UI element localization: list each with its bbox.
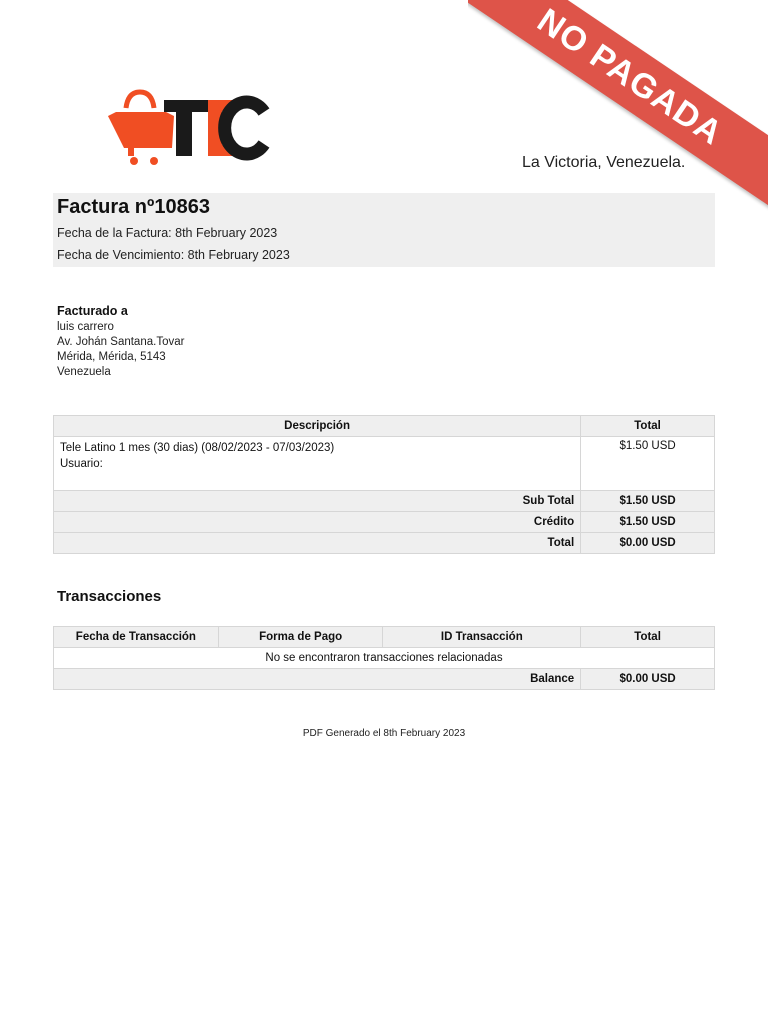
transactions-table xyxy=(53,626,715,690)
transactions-title: Transacciones xyxy=(57,588,162,605)
billed-to-block xyxy=(57,304,184,380)
item-user-line: Usuario: xyxy=(60,458,103,470)
company-location: La Victoria, Venezuela. xyxy=(522,154,686,171)
billed-to-address-2: Mérida, Mérida, 5143 xyxy=(57,351,166,363)
invoice-due-date: Fecha de Vencimiento: 8th February 2023 xyxy=(57,248,290,262)
invoice-header xyxy=(53,193,715,267)
unpaid-stamp-wrap xyxy=(468,0,768,220)
transactions-header-row xyxy=(54,627,715,648)
billed-to-address-1: Av. Johán Santana.Tovar xyxy=(57,336,185,348)
invoice-date: Fecha de la Factura: 8th February 2023 xyxy=(57,226,278,240)
no-transactions-message: No se encontraron transacciones relacionadas xyxy=(54,648,715,669)
table-row xyxy=(54,648,715,669)
subtotal-label: Sub Total xyxy=(54,491,581,512)
column-header-total: Total xyxy=(581,416,715,437)
total-row xyxy=(54,533,715,554)
balance-value: $0.00 USD xyxy=(581,669,715,690)
items-table xyxy=(53,415,715,554)
billed-to-heading: Facturado a xyxy=(57,304,128,318)
billed-to-name: luis carrero xyxy=(57,321,114,333)
balance-label: Balance xyxy=(54,669,581,690)
balance-row xyxy=(54,669,715,690)
invoice-title: Factura nº10863 xyxy=(57,196,210,218)
column-header-transaction-total: Total xyxy=(581,627,715,648)
company-logo xyxy=(106,86,270,170)
column-header-transaction-id: ID Transacción xyxy=(383,627,581,648)
column-header-description: Descripción xyxy=(54,416,581,437)
item-description-line: Tele Latino 1 mes (30 dias) (08/02/2023 - 07/03/2023) xyxy=(60,442,335,454)
items-header-row xyxy=(54,416,715,437)
subtotal-row xyxy=(54,491,715,512)
table-row xyxy=(54,437,715,491)
credit-value: $1.50 USD xyxy=(581,512,715,533)
total-label: Total xyxy=(54,533,581,554)
subtotal-value: $1.50 USD xyxy=(581,491,715,512)
credit-row xyxy=(54,512,715,533)
unpaid-stamp: NO PAGADA xyxy=(468,0,768,218)
credit-label: Crédito xyxy=(54,512,581,533)
item-total: $1.50 USD xyxy=(581,437,715,491)
pdf-generated-footer: PDF Generado el 8th February 2023 xyxy=(302,728,466,739)
total-value: $0.00 USD xyxy=(581,533,715,554)
column-header-payment-method: Forma de Pago xyxy=(218,627,383,648)
column-header-transaction-date: Fecha de Transacción xyxy=(54,627,219,648)
item-description xyxy=(54,437,581,491)
billed-to-country: Venezuela xyxy=(57,366,111,378)
